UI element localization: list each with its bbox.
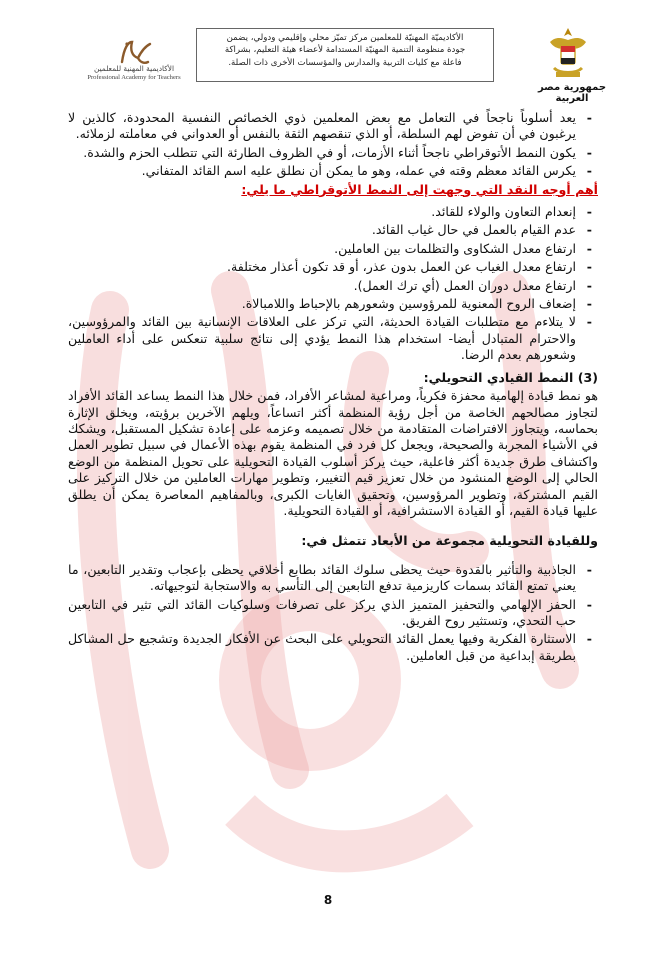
dimensions-heading: وللقيادة التحويلية مجموعة من الأبعاد تتمثل في: — [301, 533, 598, 549]
list-item: - إنعدام التعاون والولاء للقائد. — [68, 204, 598, 220]
academy-logo-arabic-text: الأكاديمية المهنية للمعلمين — [93, 64, 175, 73]
list-item: - عدم القيام بالعمل في حال غياب القائد. — [68, 222, 598, 238]
list-item: - الحفز الإلهامي والتحفيز المتميز الذي يركز على تصرفات وسلوكيات القائد التي تثير في التابعين حب التحدي، وتستثير روح الفريق. — [68, 597, 598, 630]
page-number: 8 — [323, 893, 333, 907]
list-item: - ارتفاع معدل الشكاوى والتظلمات بين العاملين. — [68, 241, 598, 257]
list-item: - يكرس القائد معظم وقته في عمله، وهو ما يمكن أن نطلق عليه اسم القائد المتفاني. — [68, 163, 598, 179]
document-header — [0, 0, 656, 104]
academy-description-line: الأكاديميّة المهنيّة للمعلمين مركز تميّز محلي وإقليمي ودولي، يضمن — [226, 33, 464, 43]
criticism-heading: أهم أوجه النقد التي وجهت إلى النمط الأتوقراطي ما يلي: — [241, 181, 598, 197]
country-caption: جمهورية مصر العربية — [537, 82, 607, 104]
egypt-eagle-emblem-icon — [546, 24, 590, 80]
section-heading: (3) النمط القيادي التحويلي: — [423, 369, 598, 385]
list-item: - ارتفاع معدل دوران العمل (أي ترك العمل). — [68, 278, 598, 294]
list-item: - ارتفاع معدل الغياب عن العمل بدون عذر، أو قد تكون أعذار مختلفة. — [68, 259, 598, 275]
academy-description-box — [196, 28, 494, 82]
list-item: - الجاذبية والتأثير بالقدوة حيث يحظى سلوك القائد بطابع أخلاقي يحظى بإعجاب وتقدير التابعين، ما يعني تمتع القائد بسمات كاريزمية تدفع التابعين إلى التأسي به والاستجابة لتوجيهاته. — [68, 562, 598, 595]
list-item: - إضعاف الروح المعنوية للمرؤوسين وشعورهم بالإحباط واللامبالاة. — [68, 296, 598, 312]
list-item: - لا يتلاءم مع متطلبات القيادة الحديثة، التي تركز على العلاقات الإنسانية بين القائد والمرؤوسين، والاحترام المتبادل أيضا- استخدام هذا النمط يؤدي إلى نتائج سلبية تنعكس على أداء العاملين وشعورهم بعدم الرضا. — [68, 314, 598, 363]
list-item: - يكون النمط الأتوقراطي ناجحاً أثناء الأزمات، أو في الظروف الطارئة التي تتطلب الحزم والشدة. — [68, 145, 598, 161]
academy-description-line: فاعلة مع كليات التربية والمدارس والمؤسسات الأخرى ذات الصلة. — [228, 57, 462, 68]
list-item: - الاستثارة الفكرية وفيها يعمل القائد التحويلي على البحث عن الأفكار الجديدة وتشجيع حل المشاكل بطريقة إبداعية من قبل العاملين. — [68, 631, 598, 664]
list-item: - يعد أسلوباً ناجحاً في التعامل مع بعض المعلمين ذوي الخصائص النفسية المحدودة، كالذين لا يرغبون في أن تفوض لهم السلطة، أو الذي تنقصهم الثقة بالنفس أو العدواني في معاملته لزملائه. — [68, 110, 598, 143]
academy-description-line: جودة منظومة التنمية المهنيّة المستدامة لأعضاء هيئة التعليم، بشراكة — [224, 45, 466, 56]
section-paragraph: هو نمط قيادة إلهامية محفزة فكرياً، ومراعية لمشاعر الأفراد، فمن خلال هذا النمط يساعد القائد الأفراد لتجاوز مصالحهم الخاصة من أجل رؤية المنظمة أكثر اتساعاً، ويلهم الآخرين برؤيته، ويخلق الإثارة بحماسه، ويتجاوز الافتراضات المتقادمة من خلال تصميمه وعزمه على إعادة تشكيل المستقبل، ويشكك في الأشياء المجربة والصحيحة، ويجعل كل فرد في المنظمة يقوم بهذه الأعمال في سبيل تطوير العمل واكتشاف طرق جديدة أكثر فاعلية، حيث يركز أسلوب القيادة التحويلية على تحويل المنظمة من الوضع الحالي إلى الوضع المنشود من خلال تعزيز قيم التغيير، وتطوير مهارات العاملين من خلال التركيز على القيم المشتركة، وتطوير المرؤوسين، وتحقيق الغايات الكبرى، وبالمفاهيم المعاصرة يمكن أن يطلق عليها قيادة القيم، أو القيادة الاستشرافية، أو القيادة التحويلية. — [68, 388, 598, 518]
document-body — [68, 110, 598, 666]
academy-logo-icon — [118, 38, 152, 66]
academy-logo-english-text: Professional Academy for Teachers — [87, 74, 181, 81]
